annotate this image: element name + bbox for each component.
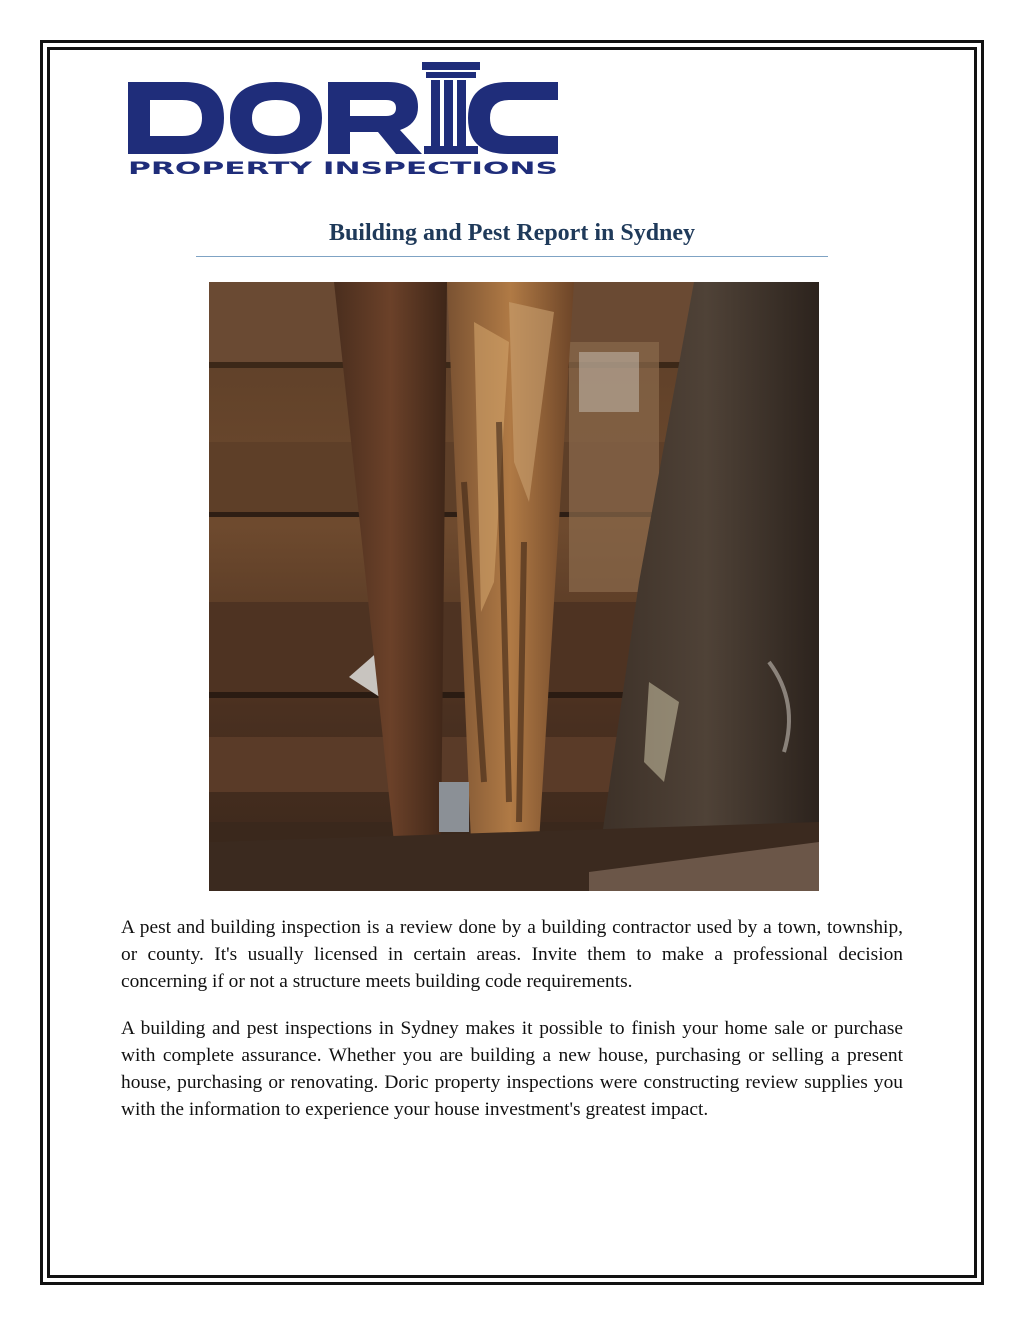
- body-text: [121, 914, 903, 1143]
- title-underline: [196, 256, 828, 257]
- page-title: Building and Pest Report in Sydney: [328, 220, 696, 246]
- logo-tagline: PROPERTY INSPECTIONS: [128, 159, 558, 179]
- inspection-photo: [209, 282, 819, 891]
- paragraph-2: A building and pest inspections in Sydney makes it possible to finish your home sale or purchase with complete assurance. Whether you are building a new house, purchasing or selling a present house, purchasing or renovating. Doric property inspections were constructing review supplies you with the information to experience your house investment's greatest impact.: [121, 1018, 903, 1120]
- paragraph-1: A pest and building inspection is a review done by a building contractor used by a town, township, or county. It's usually licensed in certain areas. Invite them to make a professional decision concerning if or not a structure meets building code requirements.: [121, 917, 903, 992]
- doric-logo: [126, 60, 561, 180]
